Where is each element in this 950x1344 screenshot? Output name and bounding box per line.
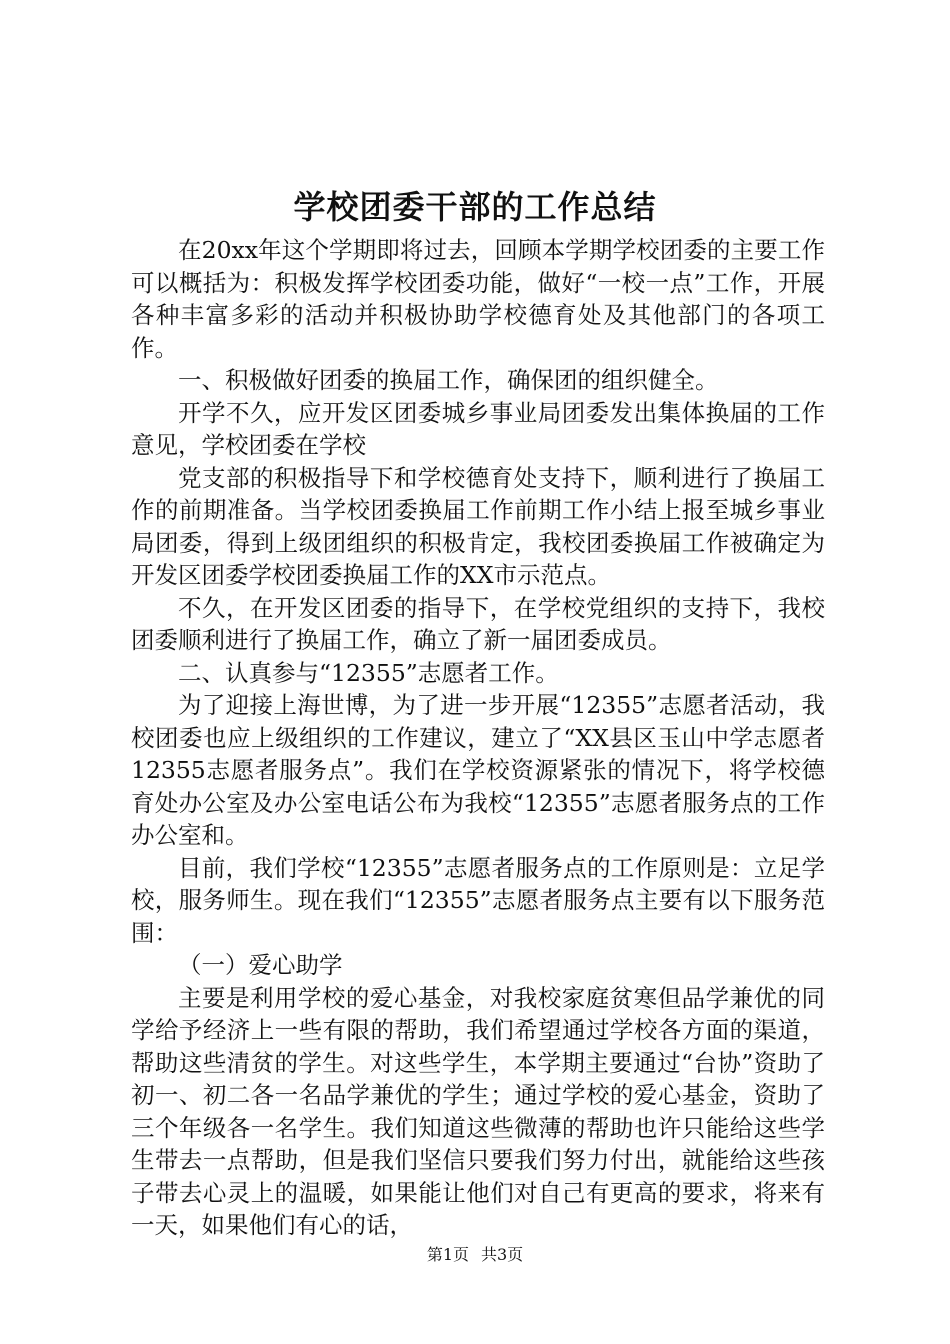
- heading-section-2: 二、认真参与“12355”志愿者工作。: [178, 658, 559, 687]
- heading-section-1: 一、积极做好团委的换届工作，确保团的组织健全。: [178, 366, 719, 394]
- paragraph: 为了迎接上海世博，为了进一步开展“12355”志愿者活动，我校团委也应上级组织的工作建议，建立了“XX县区玉山中学志愿者12355志愿者服务点”。我们在学校资源紧张的情况下，将学校德育处办公室及办公室电话公布为我校“12355”志愿者服务点的工作办公室和。: [131, 691, 825, 849]
- paragraph-intro: 在20xx年这个学期即将过去，回顾本学期学校团委的主要工作可以概括为：积极发挥学校团委功能，做好“一校一点”工作，开展各种丰富多彩的活动并积极协助学校德育处及其他部门的各项工作。: [131, 236, 825, 362]
- paragraph: 开学不久，应开发区团委城乡事业局团委发出集体换届的工作意见，学校团委在学校: [131, 398, 825, 459]
- paragraph: 不久，在开发区团委的指导下，在学校党组织的支持下，我校团委顺利进行了换届工作，确立了新一届团委成员。: [131, 593, 825, 654]
- subheading-love-aid: （一）爱心助学: [178, 951, 343, 979]
- page-total: 共3页: [481, 1245, 524, 1264]
- page-footer: [0, 1244, 950, 1266]
- paragraph: 目前，我们学校“12355”志愿者服务点的工作原则是：立足学校，服务师生。现在我们“12355”志愿者服务点主要有以下服务范围：: [131, 853, 825, 947]
- page-number: 第1页: [426, 1245, 469, 1264]
- paragraph: 党支部的积极指导下和学校德育处支持下，顺利进行了换届工作的前期准备。当学校团委换届工作前期工作小结上报至城乡事业局团委，得到上级团组织的积极肯定，我校团委换届工作被确定为开发区团委学校团委换届工作的XX市示范点。: [131, 463, 825, 589]
- paragraph: 主要是利用学校的爱心基金，对我校家庭贫寒但品学兼优的同学给予经济上一些有限的帮助，我们希望通过学校各方面的渠道，帮助这些清贫的学生。对这些学生，本学期主要通过“台协”资助了初一、初二各一名品学兼优的学生；通过学校的爱心基金，资助了三个年级各一名学生。我们知道这些微薄的帮助也许只能给这些学生带去一点帮助，但是我们坚信只要我们努力付出，就能给这些孩子带去心灵上的温暖，如果能让他们对自己有更高的要求，将来有一天，如果他们有心的话，: [131, 983, 825, 1239]
- document-title: 学校团委干部的工作总结: [293, 188, 657, 226]
- document-body: [131, 234, 825, 1242]
